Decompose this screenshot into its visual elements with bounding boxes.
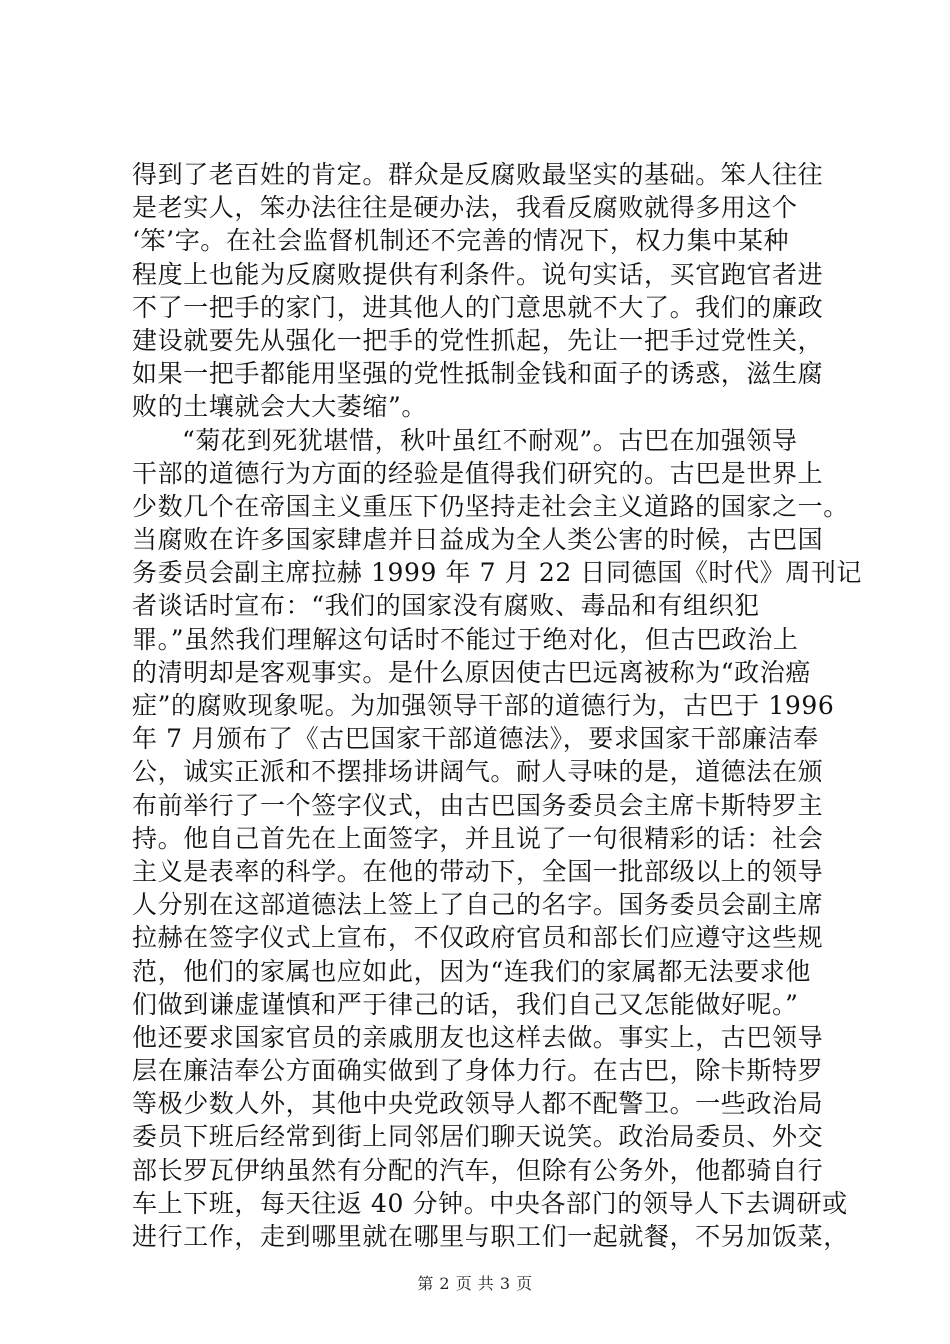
text-line: 得到了老百姓的肯定。群众是反腐败最坚实的基础。笨人往往 xyxy=(132,160,824,189)
text-line: 人分别在这部道德法上签上了自己的名字。国务委员会副主席 xyxy=(132,890,824,920)
text-line: 如果一把手都能用坚强的党性抵制金钱和面子的诱惑，滋生腐 xyxy=(132,359,824,389)
text-line: 务委员会副主席拉赫 1999 年 7 月 22 日同德国《时代》周刊记 xyxy=(132,558,863,588)
text-line: 不了一把手的家门，进其他人的门意思就不大了。我们的廉政 xyxy=(132,292,824,322)
text-line: 的清明却是客观事实。是什么原因使古巴远离被称为“政治癌 xyxy=(132,657,811,687)
page-footer: 第 2 页 共 3 页 xyxy=(417,1274,533,1293)
text-line: 是老实人，笨办法往往是硬办法，我看反腐败就得多用这个 xyxy=(132,193,798,223)
text-line: 布前举行了一个签字仪式，由古巴国务委员会主席卡斯特罗主 xyxy=(132,790,824,820)
text-line: 程度上也能为反腐败提供有利条件。说句实话，买官跑官者进 xyxy=(132,259,824,289)
text-line: 败的土壤就会大大萎缩”。 xyxy=(132,392,427,422)
text-line: 部长罗瓦伊纳虽然有分配的汽车，但除有公务外，他都骑自行 xyxy=(132,1155,824,1185)
text-line: 干部的道德行为方面的经验是值得我们研究的。古巴是世界上 xyxy=(132,458,824,488)
text-line: 者谈话时宣布：“我们的国家没有腐败、毒品和有组织犯 xyxy=(132,591,760,621)
text-line: “菊花到死犹堪惜，秋叶虽红不耐观”。古巴在加强领导 xyxy=(182,425,798,455)
text-line: 拉赫在签字仪式上宣布，不仅政府官员和部长们应遵守这些规 xyxy=(132,923,824,953)
text-line: 症”的腐败现象呢。为加强领导干部的道德行为，古巴于 1996 xyxy=(132,691,835,720)
text-line: 当腐败在许多国家肆虐并日益成为全人类公害的时候，古巴国 xyxy=(132,525,824,555)
text-line: 少数几个在帝国主义重压下仍坚持走社会主义道路的国家之一。 xyxy=(132,491,849,521)
body-text xyxy=(132,158,863,1253)
text-line: 层在廉洁奉公方面确实做到了身体力行。在古巴，除卡斯特罗 xyxy=(132,1056,824,1086)
text-line: 罪。”虽然我们理解这句话时不能过于绝对化，但古巴政治上 xyxy=(132,624,799,654)
text-line: 建设就要先从强化一把手的党性抓起，先让一把手过党性关， xyxy=(132,325,824,355)
text-line: 委员下班后经常到街上同邻居们聊天说笑。政治局委员、外交 xyxy=(132,1122,824,1152)
text-line: 主义是表率的科学。在他的带动下，全国一批部级以上的领导 xyxy=(132,856,824,886)
text-line: 们做到谦虚谨慎和严于律己的话，我们自己又怎能做好呢。” xyxy=(132,989,799,1019)
text-line: 等极少数人外，其他中央党政领导人都不配警卫。一些政治局 xyxy=(132,1089,824,1119)
text-line: 持。他自己首先在上面签字，并且说了一句很精彩的话：社会 xyxy=(132,823,824,853)
text-line: 进行工作，走到哪里就在哪里与职工们一起就餐，不另加饭菜， xyxy=(132,1222,849,1251)
text-line: 公，诚实正派和不摆排场讲阔气。耐人寻味的是，道德法在颁 xyxy=(132,757,824,787)
text-line: 他还要求国家官员的亲戚朋友也这样去做。事实上，古巴领导 xyxy=(132,1022,824,1052)
text-line: 范，他们的家属也应如此，因为“连我们的家属都无法要求他 xyxy=(132,956,811,986)
text-line: ‘笨’字。在社会监督机制还不完善的情况下，权力集中某种 xyxy=(132,226,790,256)
text-line: 年 7 月颁布了《古巴国家干部道德法》，要求国家干部廉洁奉 xyxy=(132,724,819,754)
text-line: 车上下班，每天往返 40 分钟。中央各部门的领导人下去调研或 xyxy=(132,1188,848,1218)
